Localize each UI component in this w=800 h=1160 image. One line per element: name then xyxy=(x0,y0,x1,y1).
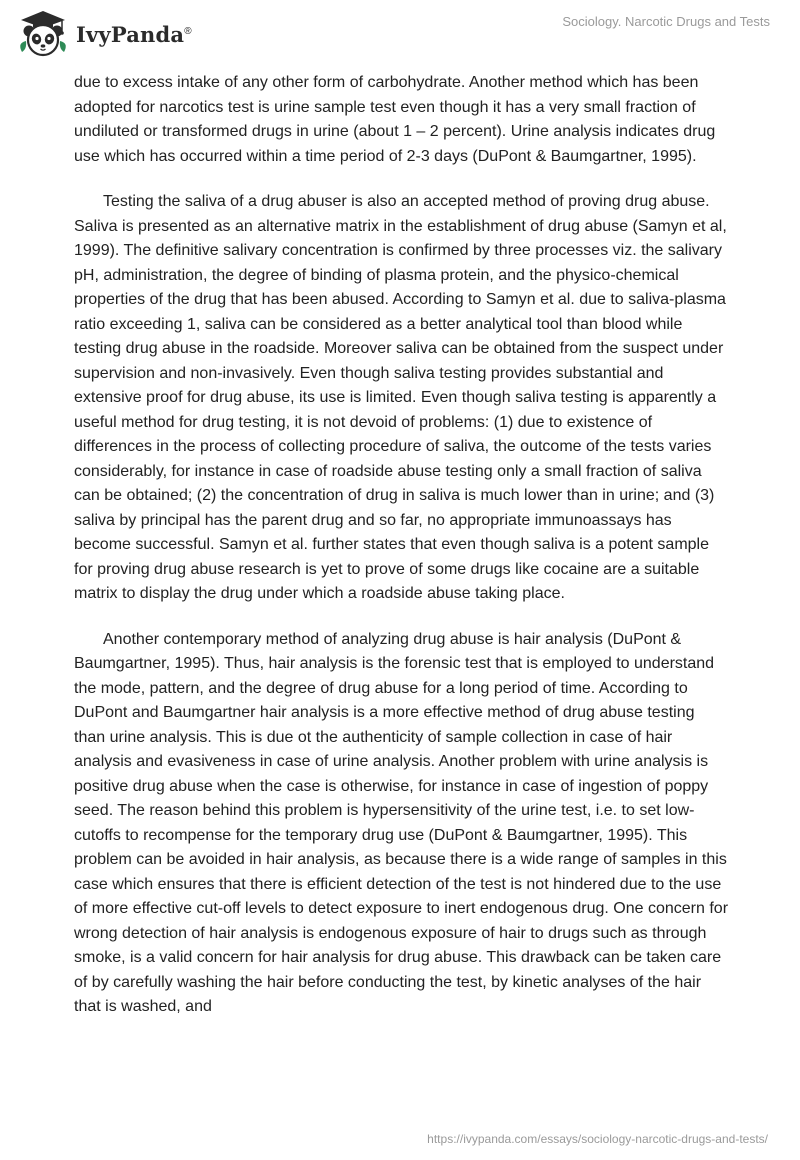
brand-name: IvyPanda® xyxy=(76,21,192,47)
paragraph: Another contemporary method of analyzing drug abuse is hair analysis (DuPont & Baumgartner, 1995). Thus, hair analysis is the forensic test that is employed to understand the mode, pattern, and the degree of drug abuse for a long period of time. According to DuPont and Baumgartner hair analysis is a more effective method of drug abuse testing than urine analysis. This is due ot the authenticity of sample collection in case of hair analysis and evasiveness in case of urine analysis. Another problem with urine analysis is positive drug abuse when the case is otherwise, for instance in case of ingestion of poppy seed. The reason behind this problem is hypersensitivity of the urine test, i.e. to set low-cutoffs to recompense for the temporary drug use (DuPont & Baumgartner, 1995). This problem can be avoided in hair analysis, as because there is a wide range of samples in this case which ensures that there is efficient detection of the test is not hindered due to the use of more effective cut-off levels to detect exposure to inert endogenous drug. One concern for wrong detection of hair analysis is endogenous exposure of hair to drugs such as through smoke, is a valid concern for hair analysis for drug abuse. This drawback can be taken care of by carefully washing the hair before conducting the test, by kinetic analyses of the hair that is washed, and xyxy=(74,630,729,1015)
page-header xyxy=(0,0,800,70)
source-url-link[interactable]: https://ivypanda.com/essays/sociology-narcotic-drugs-and-tests/ xyxy=(427,1132,768,1146)
essay-body xyxy=(74,71,730,1041)
ivypanda-logo[interactable] xyxy=(16,8,192,60)
registered-mark: ® xyxy=(184,25,192,37)
paragraph: due to excess intake of any other form of carbohydrate. Another method which has been adopted for narcotics test is urine sample test even though it has a very small fraction of undiluted or transformed drugs in urine (about 1 – 2 percent). Urine analysis indicates drug use which has occurred within a time period of 2-3 days (DuPont & Baumgartner, 1995). xyxy=(74,74,716,165)
document-title: Sociology. Narcotic Drugs and Tests xyxy=(562,14,770,29)
paragraph: Testing the saliva of a drug abuser is also an accepted method of proving drug abuse. Saliva is presented as an alternative matrix in the establishment of drug abuse (Samyn et al, 1999). The definitive salivary concentration is confirmed by three processes viz. the salivary pH, administration, the degree of binding of plasma protein, and the physico-chemical properties of the drug that has been abused. According to Samyn et al. due to saliva-plasma ratio exceeding 1, saliva can be considered as a better analytical tool than blood while testing drug abuse in the roadside. Moreover saliva can be obtained from the suspect under supervision and non-invasively. Even though saliva testing provides substantial and extensive proof for drug abuse, its use is limited. Even though saliva testing is apparently a useful method for drug testing, it is not devoid of problems: (1) due to existence of differences in the process of collecting procedure of saliva, the outcome of the tests varies considerably, for instance in case of roadside abuse testing only a small fraction of saliva can be obtained; (2) the concentration of drug in saliva is much lower than in urine; and (3) saliva by principal has the parent drug and so far, no appropriate immunoassays has become successful. Samyn et al. further states that even though saliva is a potent sample for proving drug abuse research is yet to prove of some drugs like cocaine are a suitable matrix to display the drug under which a roadside abuse taking place. xyxy=(74,193,727,602)
panda-graduate-icon xyxy=(16,8,70,60)
